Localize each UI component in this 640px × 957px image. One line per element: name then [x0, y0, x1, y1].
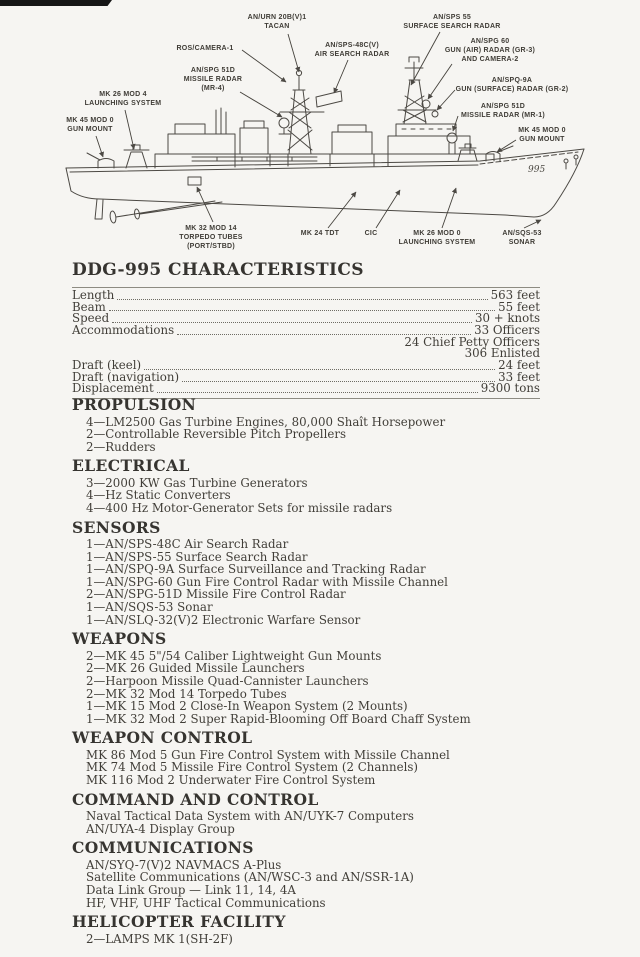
label-tacan: AN/URN 20B(V)1 TACAN	[247, 14, 307, 30]
row-value: 55 feet	[498, 299, 540, 314]
label-sps55: AN/SPS 55 SURFACE SEARCH RADAR	[403, 14, 501, 30]
spec-item: 2—Controllable Reversible Pitch Propellers	[86, 427, 347, 442]
row-label: Displacement	[72, 381, 154, 396]
section-title: WEAPON CONTROL	[72, 728, 253, 748]
dot-leader	[117, 299, 487, 300]
spec-item: AN/UYA-4 Display Group	[86, 821, 235, 836]
table-row-beam	[72, 299, 540, 314]
spec-item: 4—Hz Static Converters	[86, 488, 231, 503]
spec-item: 3—2000 KW Gas Turbine Generators	[86, 475, 308, 490]
spec-item: 1—AN/SPS-48C Air Search Radar	[86, 537, 289, 552]
label-mk26-mod4: MK 26 MOD 4 LAUNCHING SYSTEM	[84, 91, 162, 107]
table-row-enlisted	[72, 348, 540, 360]
characteristics-table	[72, 287, 540, 399]
ship-diagram	[0, 0, 640, 258]
label-spq9a: AN/SPQ-9A GUN (SURFACE) RADAR (GR-2)	[455, 77, 569, 93]
hull-number: 995	[528, 165, 546, 175]
label-cic: CIC	[364, 230, 378, 237]
label-mk24-tdt: MK 24 TDT	[300, 230, 340, 237]
label-mk45-aft: MK 45 MOD 0 GUN MOUNT	[66, 117, 114, 133]
spec-item: Data Link Group — Link 11, 14, 4A	[86, 882, 296, 897]
section-title: PROPULSION	[72, 395, 197, 414]
row-label: Draft (navigation)	[72, 369, 180, 384]
row-label: Draft (keel)	[72, 358, 142, 373]
spec-item: Naval Tactical Data System with AN/UYK-7 Computers	[86, 809, 414, 824]
row-value: 306 Enlisted	[464, 346, 540, 361]
spec-item: 1—AN/SPG-60 Gun Fire Control Radar with Missile Channel	[86, 574, 448, 589]
spec-item: 1—AN/SPS-55 Surface Search Radar	[86, 549, 308, 564]
label-sps48: AN/SPS-48C(V) AIR SEARCH RADAR	[314, 42, 390, 58]
label-ros-camera: ROS/CAMERA-1	[176, 45, 234, 52]
spec-item: 2—LAMPS MK 1(SH-2F)	[86, 931, 233, 946]
spec-item: AN/SYQ-7(V)2 NAVMACS A-Plus	[86, 857, 282, 872]
row-label: Speed	[72, 311, 110, 326]
dot-leader	[182, 381, 495, 382]
dot-leader	[157, 392, 478, 393]
page-title: DDG-995 CHARACTERISTICS	[72, 260, 364, 280]
section-weapons	[72, 631, 550, 725]
section-title: SENSORS	[72, 517, 161, 537]
spec-item: 1—MK 15 Mod 2 Close-In Weapon System (2 Mounts)	[86, 699, 408, 714]
row-value: 30 + knots	[474, 311, 540, 326]
spec-item: 2—MK 45 5"/54 Caliber Lightweight Gun Mounts	[86, 648, 382, 663]
row-value: 24 Chief Petty Officers	[404, 334, 540, 349]
spec-item: 2—Rudders	[86, 439, 156, 454]
row-value: 33 feet	[498, 369, 540, 384]
spec-item: 2—AN/SPG-51D Missile Fire Control Radar	[86, 587, 346, 602]
row-label: Length	[72, 287, 115, 302]
label-mk32: MK 32 MOD 14 TORPEDO TUBES (PORT/STBD)	[179, 225, 243, 250]
table-row-displacement	[72, 381, 540, 396]
spec-item: 2—MK 32 Mod 14 Torpedo Tubes	[86, 686, 287, 701]
spec-item: 1—AN/SLQ-32(V)2 Electronic Warfare Sensor	[86, 612, 361, 627]
section-sensors	[72, 517, 550, 627]
section-helicopter-facility	[72, 914, 550, 945]
row-value: 33 Officers	[474, 323, 540, 338]
spec-item: 4—LM2500 Gas Turbine Engines, 80,000 Shaît Horsepower	[86, 414, 446, 429]
dot-leader	[144, 369, 495, 370]
spec-item: HF, VHF, UHF Tactical Communications	[86, 895, 326, 910]
label-spg51d-mr4: AN/SPG 51D MISSILE RADAR (MR-4)	[183, 67, 243, 92]
label-spg60: AN/SPG 60 GUN (AIR) RADAR (GR-3) AND CAMERA-2	[444, 38, 536, 63]
section-command-and-control	[72, 789, 550, 836]
section-communications	[72, 840, 550, 909]
table-row-length	[72, 287, 540, 302]
label-mk26-mod0: MK 26 MOD 0 LAUNCHING SYSTEM	[398, 230, 476, 246]
row-label: Beam	[72, 299, 106, 314]
spec-item: 4—400 Hz Motor-Generator Sets for missile radars	[86, 500, 393, 515]
section-title: HELICOPTER FACILITY	[72, 912, 286, 932]
spec-item: 1—MK 32 Mod 2 Super Rapid-Blooming Off Board Chaff System	[86, 711, 471, 726]
section-title: COMMAND AND CONTROL	[72, 789, 319, 809]
row-value: 24 feet	[498, 358, 540, 373]
row-label: Accommodations	[72, 323, 175, 338]
spec-item: 2—MK 26 Guided Missile Launchers	[86, 661, 305, 676]
section-propulsion	[72, 397, 550, 453]
spec-item: Satellite Communications (AN/WSC-3 and AN/SSR-1A)	[86, 870, 414, 885]
section-electrical	[72, 458, 550, 514]
section-title: ELECTRICAL	[72, 456, 190, 476]
spec-item: 1—AN/SPQ-9A Surface Surveillance and Tracking Radar	[86, 562, 426, 577]
row-value: 9300 tons	[480, 381, 540, 396]
label-mk45-fwd: MK 45 MOD 0 GUN MOUNT	[518, 127, 566, 143]
dot-leader	[109, 310, 495, 311]
spec-sections	[72, 397, 550, 945]
section-weapon-control	[72, 730, 550, 786]
row-value: 563 feet	[490, 287, 540, 302]
spec-item: MK 74 Mod 5 Missile Fire Control System (2 Channels)	[86, 760, 419, 775]
label-sqs53: AN/SQS-53 SONAR	[502, 230, 542, 246]
spec-item: 1—AN/SQS-53 Sonar	[86, 600, 213, 615]
section-title: COMMUNICATIONS	[72, 838, 254, 858]
spec-item: MK 86 Mod 5 Gun Fire Control System with Missile Channel	[86, 747, 450, 762]
label-spg51d-mr1: AN/SPG 51D MISSILE RADAR (MR-1)	[461, 103, 545, 119]
section-title: WEAPONS	[72, 629, 167, 649]
spec-item: 2—Harpoon Missile Quad-Cannister Launchers	[86, 673, 369, 688]
spec-item: MK 116 Mod 2 Underwater Fire Control System	[86, 772, 376, 787]
